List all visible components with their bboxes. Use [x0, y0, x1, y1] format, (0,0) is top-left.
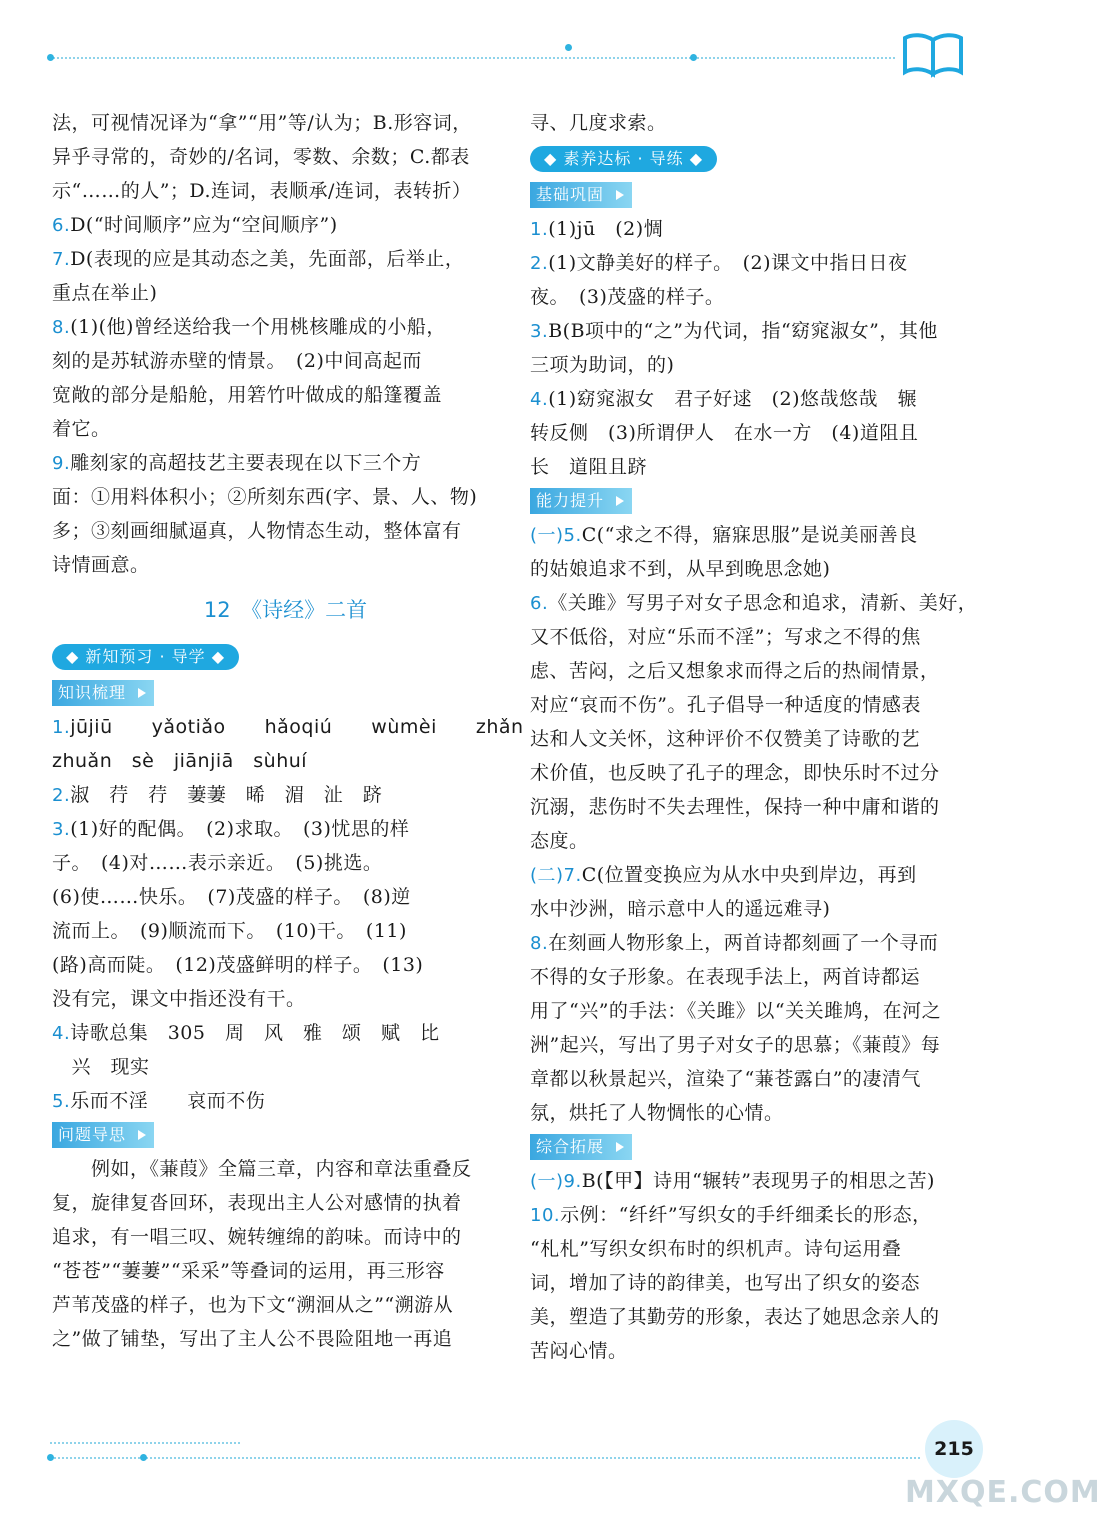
answer-line — [530, 1164, 965, 1198]
item-number: 1. — [52, 717, 71, 738]
answer-line — [52, 548, 489, 582]
answer-text: 又不低俗，对应“乐而不淫”；写求之不得的焦 — [530, 626, 921, 648]
answer-text: 《关雎》写男子对女子思念和追求，清新、美好， — [548, 592, 978, 614]
answer-text: 夜。 (3)茂盛的样子。 — [530, 286, 725, 308]
essay-line: 之”做了铺垫，写出了主人公不畏险阻地一再追 — [52, 1328, 453, 1350]
answer-line — [52, 480, 489, 514]
answer-text: D(“时间顺序”应为“空间顺序”) — [70, 214, 338, 236]
answer-text: 示例：“纤纤”写织女的手纤细柔长的形态， — [560, 1204, 932, 1226]
answer-line — [52, 1016, 489, 1050]
answer-text: 乐而不淫 哀而不伤 — [70, 1090, 266, 1112]
answer-text: 术价值，也反映了孔子的理念，即快乐时不过分 — [530, 762, 940, 784]
answer-line — [530, 1062, 965, 1096]
tag-basic: 基础巩固 — [530, 182, 632, 208]
lesson-title: 12 《诗经》二首 — [203, 598, 368, 622]
answer-text: 的姑娘追求不到，从早到晚思念她) — [530, 558, 831, 580]
continued-text: 异乎寻常的，奇妙的/名词，零数、余数；C.都表 — [52, 146, 470, 168]
section-banner-practice-row — [530, 140, 965, 178]
answer-line — [52, 778, 489, 812]
answer-text: 转反侧 (3)所谓伊人 在水一方 (4)道阻且 — [530, 422, 919, 444]
answer-line — [530, 1266, 965, 1300]
answer-text: 三项为助词，的) — [530, 354, 675, 376]
answer-line — [530, 348, 965, 382]
answer-line — [530, 960, 965, 994]
tag-ability-row — [530, 484, 965, 518]
answer-line — [530, 926, 965, 960]
answer-line — [530, 892, 965, 926]
answer-text: 长 道阻且跻 — [530, 456, 648, 478]
item-number: 10. — [530, 1205, 561, 1226]
answer-line — [530, 620, 965, 654]
answer-text: 水中沙洲，暗示意中人的遥远难寻) — [530, 898, 831, 920]
tag-basic-row — [530, 178, 965, 212]
answer-text: 洲”起兴，写出了男子对女子的思慕；《蒹葭》每 — [530, 1034, 941, 1056]
answer-line — [52, 378, 489, 412]
answer-line — [530, 246, 965, 280]
top-dot-left — [47, 54, 54, 61]
answer-text: C(“求之不得，寤寐思服”是说美丽善良 — [581, 524, 918, 546]
bottom-dot-mid — [140, 1454, 147, 1461]
answer-text: 流而上。 (9)顺流而下。 (10)干。 (11) — [52, 920, 407, 942]
section-banner-practice: ◆ 素养达标 · 导练 ◆ — [530, 146, 717, 172]
top-dot-mid — [565, 44, 572, 51]
essay-line: 复，旋律复沓回环，表现出主人公对感情的执着 — [52, 1192, 462, 1214]
item-number: 9. — [52, 453, 71, 474]
answer-line — [530, 824, 965, 858]
answer-text: 对应“哀而不伤”。孔子倡导一种适度的情感表 — [530, 694, 921, 716]
answer-line — [52, 514, 489, 548]
answer-line — [52, 812, 489, 846]
continued-text: 寻、几度求索。 — [530, 112, 667, 134]
answer-text: 词，增加了诗的韵律美，也写出了织女的姿态 — [530, 1272, 921, 1294]
answer-line — [530, 450, 965, 484]
item-number: 8. — [52, 317, 71, 338]
item-number: 3. — [530, 321, 549, 342]
tag-knowledge-row — [52, 676, 489, 710]
item-number: 6. — [52, 215, 71, 236]
bottom-dotted-rule-short — [50, 1442, 240, 1444]
answer-text: 氛，烘托了人物惆怅的心情。 — [530, 1102, 784, 1124]
item-number: (一)9. — [530, 1171, 582, 1192]
answer-line — [52, 344, 489, 378]
answer-text: 重点在举止) — [52, 282, 158, 304]
answer-text: D(表现的应是其动态之美，先面部，后举止， — [70, 248, 465, 270]
answer-line — [530, 212, 965, 246]
answer-line — [52, 276, 489, 310]
item-number: 1. — [530, 219, 549, 240]
answer-text: “札札”写织女织布时的织机声。诗句运用叠 — [530, 1238, 902, 1260]
answer-line — [530, 1300, 965, 1334]
answer-line — [52, 948, 489, 982]
item-number: 4. — [530, 389, 549, 410]
answer-line — [530, 858, 965, 892]
pinyin-text: zhuǎn sè jiānjiā sùhuí — [52, 750, 308, 772]
answer-line — [530, 280, 965, 314]
answer-text: 兴 现实 — [52, 1056, 150, 1078]
answer-text: 在刻画人物形象上，两首诗都刻画了一个寻而 — [548, 932, 939, 954]
item-number: 6. — [530, 593, 549, 614]
pinyin-text: jūjiū yǎotiǎo hǎoqiú wùmèi zhǎn — [70, 716, 524, 738]
answer-text: 雕刻家的高超技艺主要表现在以下三个方 — [70, 452, 422, 474]
tag-ability: 能力提升 — [530, 488, 632, 514]
watermark-logo: MXQE.COM — [905, 1475, 1101, 1510]
answer-line — [530, 1334, 965, 1368]
answer-text: 诗歌总集 305 周 风 雅 颂 赋 比 — [70, 1022, 440, 1044]
answer-line — [52, 310, 489, 344]
answer-line — [52, 446, 489, 480]
answer-text: 面：①用料体积小；②所刻东西(字、景、人、物) — [52, 486, 478, 508]
item-number: 5. — [52, 1091, 71, 1112]
answer-text: 美，塑造了其勤劳的形象，表达了她思念亲人的 — [530, 1306, 940, 1328]
answer-text: (1)文静美好的样子。 (2)课文中指日日夜 — [548, 252, 908, 274]
answer-text: (路)高而陡。 (12)茂盛鲜明的样子。 (13) — [52, 954, 424, 976]
answer-text: 淑 荇 荇 萋萋 晞 湄 沚 跻 — [70, 784, 383, 806]
tag-questions-row — [52, 1118, 489, 1152]
answer-line — [530, 1028, 965, 1062]
answer-line — [530, 654, 965, 688]
item-number: 2. — [530, 253, 549, 274]
answer-line — [530, 314, 965, 348]
tag-extension: 综合拓展 — [530, 1134, 632, 1160]
answer-text: 刻的是苏轼游赤壁的情景。 (2)中间高起而 — [52, 350, 422, 372]
answer-text: 沉溺，悲伤时不失去理性，保持一种中庸和谐的 — [530, 796, 940, 818]
essay-line: “苍苍”“萋萋”“采采”等叠词的运用，再三形容 — [52, 1260, 445, 1282]
answer-line — [52, 846, 489, 880]
answer-text: 子。 (4)对……表示亲近。 (5)挑选。 — [52, 852, 383, 874]
answer-line — [530, 994, 965, 1028]
answer-line — [52, 914, 489, 948]
item-number: 2. — [52, 785, 71, 806]
book-icon — [902, 30, 964, 76]
pinyin-line — [52, 744, 489, 778]
answer-line — [530, 586, 978, 620]
essay-line: 追求，有一唱三叹、婉转缠绵的韵味。而诗中的 — [52, 1226, 462, 1248]
answer-text: 不得的女子形象。在表现手法上，两首诗都运 — [530, 966, 921, 988]
continued-text: 示“……的人”；D.连词，表顺承/连词，表转折） — [52, 180, 472, 202]
tag-questions: 问题导思 — [52, 1122, 154, 1148]
answer-text: (1)jū (2)惆 — [548, 218, 664, 240]
answer-text: (6)使……快乐。 (7)茂盛的样子。 (8)逆 — [52, 886, 411, 908]
answer-line — [52, 880, 489, 914]
answer-text: 着它。 — [52, 418, 111, 440]
top-dot-right — [690, 54, 697, 61]
answer-line — [52, 208, 489, 242]
answer-line — [530, 518, 965, 552]
answer-line — [530, 382, 965, 416]
answer-line — [530, 756, 965, 790]
bottom-dot-left — [47, 1454, 54, 1461]
section-banner-preview-row — [52, 638, 489, 676]
answer-text: B(【甲】诗用“辗转”表现男子的相思之苦) — [581, 1170, 935, 1192]
answer-line — [52, 242, 489, 276]
pinyin-line — [52, 710, 524, 744]
section-banner-preview: ◆ 新知预习 · 导学 ◆ — [52, 644, 239, 670]
bottom-dotted-rule — [50, 1457, 920, 1459]
right-column — [530, 106, 978, 1368]
item-number: (一)5. — [530, 525, 582, 546]
answer-line — [530, 1096, 965, 1130]
answer-text: (1)(他)曾经送给我一个用桃核雕成的小船， — [70, 316, 446, 338]
answer-line — [52, 1084, 489, 1118]
item-number: 7. — [52, 249, 71, 270]
answer-line — [530, 790, 965, 824]
tag-extension-row — [530, 1130, 965, 1164]
answer-line — [530, 722, 965, 756]
answer-line — [52, 982, 489, 1016]
item-number: 4. — [52, 1023, 71, 1044]
answer-text: 诗情画意。 — [52, 554, 150, 576]
answer-line — [530, 1232, 965, 1266]
item-number: 8. — [530, 933, 549, 954]
answer-text: 态度。 — [530, 830, 589, 852]
answer-text: 达和人文关怀，这种评价不仅赞美了诗歌的艺 — [530, 728, 921, 750]
answer-text: C(位置变换应为从水中央到岸边，再到 — [581, 864, 917, 886]
essay-line: 例如，《蒹葭》全篇三章，内容和章法重叠反 — [52, 1158, 472, 1180]
answer-line — [52, 1050, 489, 1084]
essay-line: 芦苇茂盛的样子，也为下文“溯洄从之”“溯游从 — [52, 1294, 454, 1316]
answer-line — [530, 1198, 965, 1232]
answer-line — [52, 412, 489, 446]
answer-line — [530, 688, 965, 722]
answer-text: B(B项中的“之”为代词，指“窈窕淑女”，其他 — [548, 320, 938, 342]
answer-text: 多；③刻画细腻逼真，人物情态生动，整体富有 — [52, 520, 462, 542]
top-dotted-rule — [50, 57, 895, 59]
answer-text: (1)好的配偶。 (2)求取。 (3)忧思的样 — [70, 818, 410, 840]
answer-text: 宽敞的部分是船舱，用箬竹叶做成的船篷覆盖 — [52, 384, 443, 406]
answer-line — [530, 552, 965, 586]
answer-text: 用了“兴”的手法：《关雎》以“关关雎鸠，在河之 — [530, 1000, 942, 1022]
tag-knowledge: 知识梳理 — [52, 680, 154, 706]
answer-text: 虑、苦闷，之后又想象求而得之后的热闹情景， — [530, 660, 940, 682]
answer-line — [530, 416, 965, 450]
item-number: (二)7. — [530, 865, 582, 886]
left-column — [52, 106, 524, 1356]
continued-text: 法，可视情况译为“拿”“用”等/认为；B.形容词， — [52, 112, 472, 134]
answer-text: (1)窈窕淑女 君子好逑 (2)悠哉悠哉 辗 — [548, 388, 918, 410]
answer-text: 苦闷心情。 — [530, 1340, 628, 1362]
page-number: 215 — [925, 1420, 983, 1478]
answer-text: 章都以秋景起兴，渲染了“蒹苍露白”的凄清气 — [530, 1068, 921, 1090]
item-number: 3. — [52, 819, 71, 840]
answer-text: 没有完，课文中指还没有干。 — [52, 988, 306, 1010]
